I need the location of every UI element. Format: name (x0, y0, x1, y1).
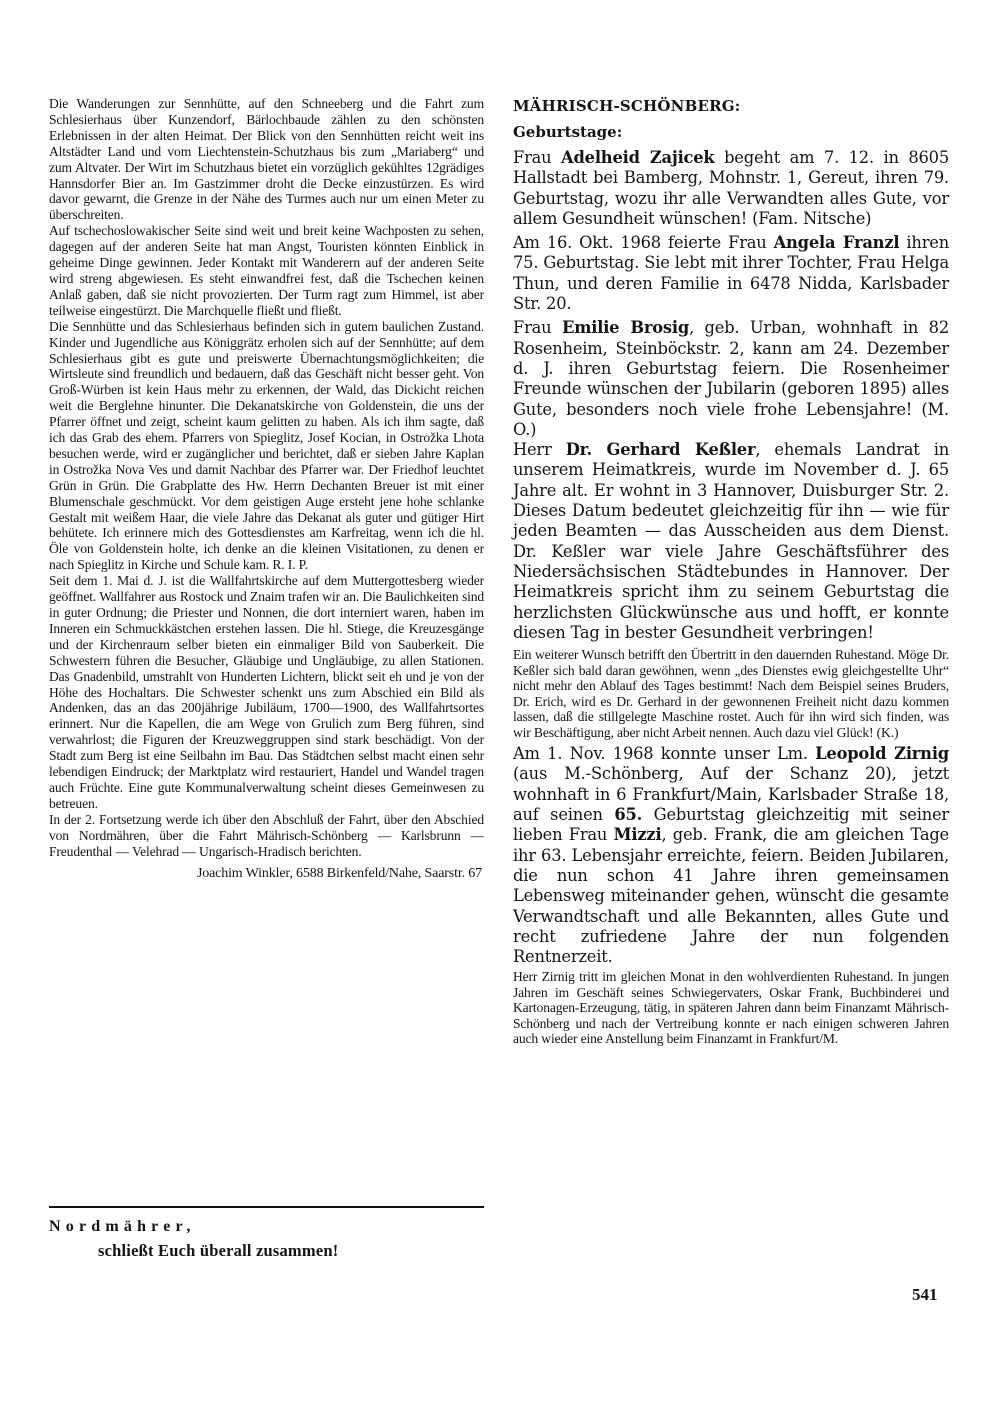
birthday-entry: Frau Emilie Brosig, geb. Urban, wohnhaft in 82 Rosenheim, Steinböckstr. 2, kann am 24. Dezember d. J. ihren Geburtstag feiern. Die Rosenheimer Freunde wünschen der Jubilarin (geboren 1895) alles Gute, besonders noch viele frohe Lebensjahre! (M. O.) (513, 318, 949, 439)
right-column-announcements (513, 96, 949, 1051)
article-paragraph: Auf tschechoslowakischer Seite sind weit und breit keine Wachposten zu sehen, dagegen auf der anderen Seite hat man Angst, Touristen könnten Einblick in geheime Dinge gewinnen. Jeder Kontakt mit Wanderern auf der anderen Seite wird streng abgewiesen. Es steht einwandfrei fest, daß die Tschechen keinen Anlaß gaben, daß sie nicht provozierten. Der Turm ragt zum Himmel, ist aber teilweise eingestürzt. Die Marchquelle fließt und fließt. (49, 223, 484, 318)
divider-rule (49, 1206, 484, 1208)
article-paragraph: Die Wanderungen zur Sennhütte, auf den Schneeberg und die Fahrt zum Schlesierhaus über Kunzendorf, Bärlochbaude zählen zu den schönsten Erlebnissen in der alten Heimat. Der Blick von den Sennhütten reicht weit ins Altstädter Land und vom Liechtenstein-Schutzhaus bis zum „Mariaberg“ und zum Altvater. Der Wirt im Schutzhaus bietet ein vorzüglich gekühltes 12grädiges Hannsdorfer Bier an. Im Gastzimmer droht die Decke einzustürzen. Es wird davor gewarnt, die Grenze in der Nähe des Turmes auch nur um einen Meter zu überschreiten. (49, 96, 484, 223)
left-column-article (49, 96, 484, 882)
slogan-line-1: Nordmährer, (49, 1218, 196, 1235)
birthday-note: Ein weiterer Wunsch betrifft den Übertritt in den dauernden Ruhestand. Möge Dr. Keßler sich bald daran gewöhnen, wenn „des Dienstes ewig gleichgestellte Uhr“ nicht mehr den Ablauf des Tages bestimmt! Nach dem Beispiel seines Bruders, Dr. Erich, wird es Dr. Gerhard in der gewonnenen Freiheit nicht dazu kommen lassen, daß die stillgelegte Maschine rostet. Auch für ihn wird sich finden, was wir Beschäftigung, aber nicht Arbeit nennen. Auch dazu viel Glück! (K.) (513, 647, 949, 740)
article-paragraph: In der 2. Fortsetzung werde ich über den Abschluß der Fahrt, über den Abschied von Nordmähren, über die Fahrt Mährisch-Schönberg — Karlsbrunn — Freudenthal — Velehrad — Ungarisch-Hradisch berichten. (49, 811, 484, 859)
author-signature: Joachim Winkler, 6588 Birkenfeld/Nahe, Saarstr. 67 (196, 865, 482, 881)
person-name: Dr. Gerhard Keßler (565, 440, 756, 460)
person-name: Adelheid Zajicek (561, 148, 715, 167)
birthday-note: Herr Zirnig tritt im gleichen Monat in den wohlverdienten Ruhestand. In jungen Jahren im Geschäft seines Schwiegervaters, Oskar Frank, Buchbinderei und Kartonagen-Erzeugung, tätig, in späteren Jahren dann beim Finanzamt Mährisch-Schönberg und nach der Vertreibung konnte er nach einigen schweren Jahren auch wieder eine Anstellung beim Finanzamt in Frankfurt/M. (513, 969, 949, 1047)
person-name: Emilie Brosig (561, 318, 690, 338)
section-title: MÄHRISCH-SCHÖNBERG: (513, 97, 741, 115)
person-name: Mizzi (613, 825, 662, 845)
article-paragraph: Die Sennhütte und das Schlesierhaus befinden sich in gutem baulichen Zustand. Kinder und Jugendliche aus Königgrätz erholen sich auf der Sennhütte; auf dem Schlesierhaus gibt es gute und preiswerte Übernachtungsmöglichkeiten; die Wirtsleute sind freundlich und bedauern, daß das Geschäft nicht besser geht. Von Groß-Würben ist kein Haus mehr zu erkennen, der Wald, das Dickicht reichen weit die Berglehne hinunter. Die Dekanatskirche von Goldenstein, die uns der Pfarrer öffnet und zeigt, scheint kaum gelitten zu haben. Als ich ihm sagte, daß ich das Grab des ehem. Pfarrers von Spieglitz, Josef Kocian, in Ostrožka Lhota besuchen werde, wird er zugänglicher und berichtet, daß er sieben Jahre Kaplan in Ostrožka Nova Ves und damit Nachbar des Pfarrer war. Der Friedhof leuchtet Grün in Grün. Die Grabplatte des Hw. Herrn Dechanten Breuer ist mit einer Blumenschale geschmückt. Vor dem geistigen Auge ersteht jene hohe schlanke Gestalt mit weißem Haar, die viele Jahre das Dekanat als guter und gütiger Hirt behütete. Ich erinnere mich des Gottesdienstes am Karfreitag, wenn ich die hl. Öle von Goldenstein holte, ich denke an die kleinen Visitationen, zu denen er nach Spieglitz in Kirche und Schule kam. R. I. P. (49, 318, 484, 573)
article-paragraph: Seit dem 1. Mai d. J. ist die Wallfahrtskirche auf dem Muttergottesberg wieder geöffnet. Wallfahrer aus Rostock und Znaim trafen wir an. Die Baulichkeiten sind in guter Ordnung; die Priester und Nonnen, die dort interniert waren, haben im Inneren ein Schmuckkästchen erstehen lassen. Die hl. Stiege, die Kreuzesgänge und der Kirchenraum selber bieten ein einmaliger Bild von Sauberkeit. Die Schwestern führen die Besucher, Gläubige und Ungläubige, zu allen Stationen. Das Gnadenbild, umstrahlt von Hunderten Lichtern, blickt seit eh und je von der Höhe des Hochaltars. Die Schwester schenkt uns zum Abschied ein Bild als Andenken, das an das 200jährige Jubiläum, 1700—1900, des Wallfahrtsortes erinnert. Nur die Kapellen, die am Wege von Grulich zum Berg führen, sind verwahrlost; die Figuren der Kreuzweggruppen sind stark beschädigt. Von der Stadt zum Berg ist eine Seilbahn im Bau. Das Städtchen selbst macht einen sehr lebendigen Eindruck; der Marktplatz wird restauriert, Handel und Wandel tragen auch Früchte. Eine gute Kommunalverwaltung scheint dieses Gemeinwesen zu betreuen. (49, 573, 484, 811)
person-name: Leopold Zirnig (815, 744, 949, 764)
page-number: 541 (912, 1285, 938, 1304)
birthday-entry: Herr Dr. Gerhard Keßler, ehemals Landrat in unserem Heimatkreis, wurde im November d. J. 65 Jahre alt. Er wohnt in 3 Hannover, Duisburger Str. 2. Dieses Datum bedeutet gleichzeitig für ihn — wie für jeden Beamten — das Ausscheiden aus dem Dienst. Dr. Keßler war viele Jahre Geschäftsführer des Niedersächsischen Städtebundes in Hannover. Der Heimatkreis spricht ihm zu seinem Geburtstag die herzlichsten Glückwünsche aus und hofft, er konnte diesen Tag in bester Gesundheit verbringen! (513, 440, 949, 642)
birthday-entry: Frau Adelheid Zajicek begeht am 7. 12. in 8605 Hallstadt bei Bamberg, Mohnstr. 1, Gereut, ihren 79. Geburtstag, wozu ihr alle Verwandten alles Gute, vor allem Gesundheit wünschen! (Fam. Nitsche) (513, 148, 949, 228)
birthday-entry: Am 16. Okt. 1968 feierte Frau Angela Franzl ihren 75. Geburtstag. Sie lebt mit ihrer Tochter, Frau Helga Thun, und deren Familie in 6478 Nidda, Karlsbader Str. 20. (513, 233, 949, 314)
birthday-entry: Am 1. Nov. 1968 konnte unser Lm. Leopold Zirnig (aus M.-Schönberg, Auf der Schanz 20), jetzt wohnhaft in 6 Frankfurt/Main, Karlsbader Straße 18, auf seinen 65. Geburtstag gleichzeitig mit seiner lieben Frau Mizzi, geb. Frank, die am gleichen Tage ihr 63. Lebensjahr erreichte, feiern. Beiden Jubilaren, die nun schon 41 Jahre ihren gemeinsamen Lebensweg miteinander gehen, wünscht die gesamte Verwandtschaft und alle Bekannten, alles Gute und recht zufriedene Jahre der nun folgenden Rentnerzeit. (513, 744, 949, 967)
person-name: Angela Franzl (773, 233, 900, 253)
slogan-line-2: schließt Euch überall zusammen! (98, 1241, 339, 1260)
section-subtitle: Geburtstage: (513, 123, 623, 141)
